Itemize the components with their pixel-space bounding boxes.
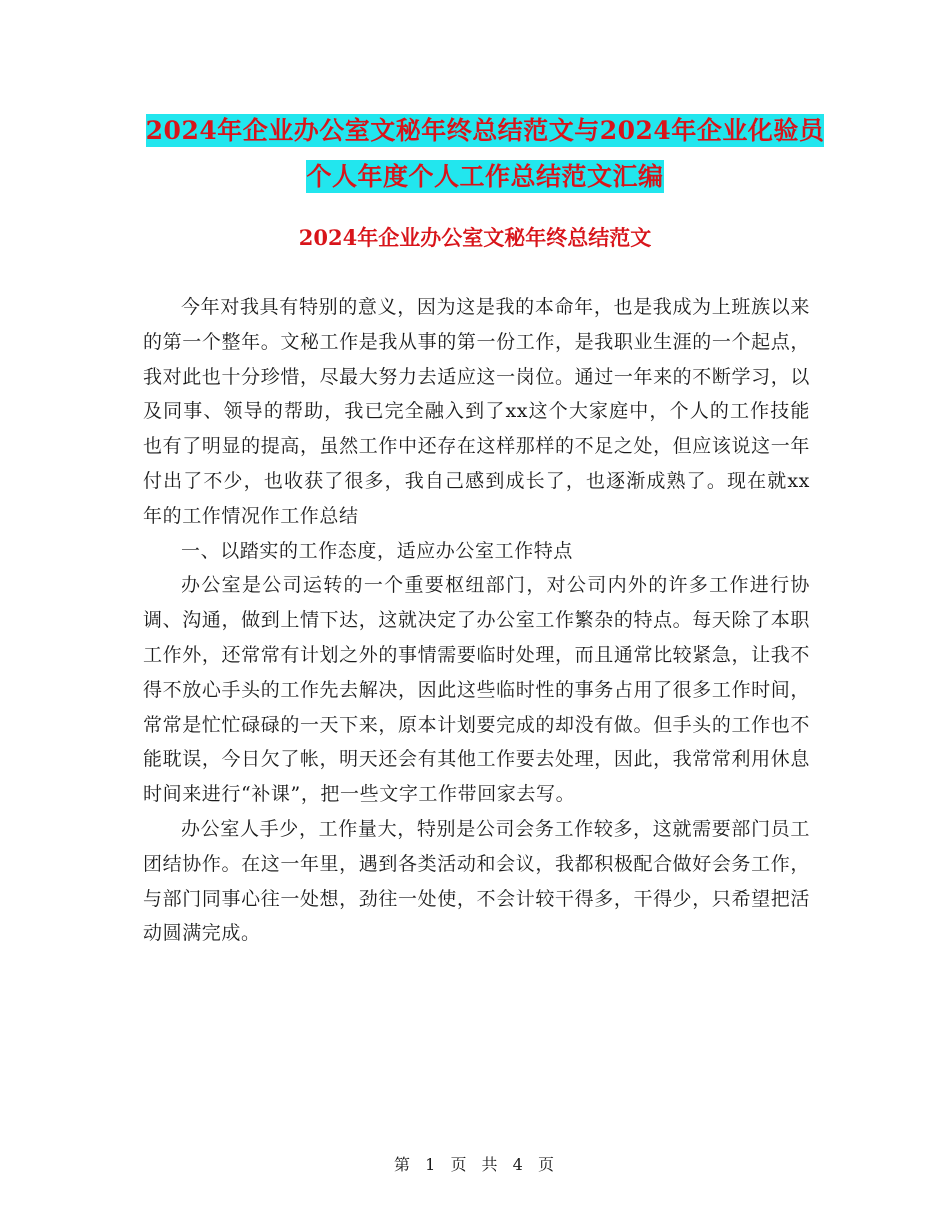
body-paragraph-1: 今年对我具有特别的意义，因为这是我的本命年，也是我成为上班族以来的第一个整年。文秘工作是我从事的第一份工作，是我职业生涯的一个起点，我对此也十分珍惜，尽最大努力去适应这一岗位。通过一年来的不断学习，以及同事、领导的帮助，我已完全融入到了xx这个大家庭中，个人的工作技能也有了明显的提高，虽然工作中还存在这样那样的不足之处，但应该说这一年付出了不少，也收获了很多，我自己感到成长了，也逐渐成熟了。现在就xx年的工作情况作工作总结 [143, 296, 810, 527]
document-body [143, 290, 810, 951]
document-main-title [140, 108, 830, 200]
footer-label-total: 共 [481, 1155, 500, 1174]
footer-label-of: 页 [450, 1155, 469, 1174]
page-footer [0, 1152, 950, 1175]
footer-label-end: 页 [537, 1155, 556, 1174]
body-paragraph-3: 办公室人手少，工作量大，特别是公司会务工作较多，这就需要部门员工团结协作。在这一年里，遇到各类活动和会议，我都积极配合做好会务工作，与部门同事心往一处想，劲往一处使，不会计较干得多，干得少，只希望把活动圆满完成。 [143, 817, 810, 945]
body-paragraph-2: 办公室是公司运转的一个重要枢纽部门，对公司内外的许多工作进行协调、沟通，做到上情下达，这就决定了办公室工作繁杂的特点。每天除了本职工作外，还常常有计划之外的事情需要临时处理，而且通常比较紧急，让我不得不放心手头的工作先去解决，因此这些临时性的事务占用了很多工作时间，常常是忙忙碌碌的一天下来，原本计划要完成的却没有做。但手头的工作也不能耽误，今日欠了帐，明天还会有其他工作要去处理，因此，我常常利用休息时间来进行“补课”，把一些文字工作带回家去写。 [143, 574, 810, 806]
main-title-highlight: 2024年企业办公室文秘年终总结范文与2024年企业化验员个人年度个人工作总结范文汇编 [145, 116, 825, 191]
footer-total-pages: 4 [512, 1155, 525, 1174]
footer-current-page: 1 [425, 1155, 438, 1174]
section-title: 2024年企业办公室文秘年终总结范文 [298, 225, 652, 250]
footer-label-page: 第 [394, 1155, 413, 1174]
body-heading-1: 一、以踏实的工作态度，适应办公室工作特点 [181, 539, 574, 562]
